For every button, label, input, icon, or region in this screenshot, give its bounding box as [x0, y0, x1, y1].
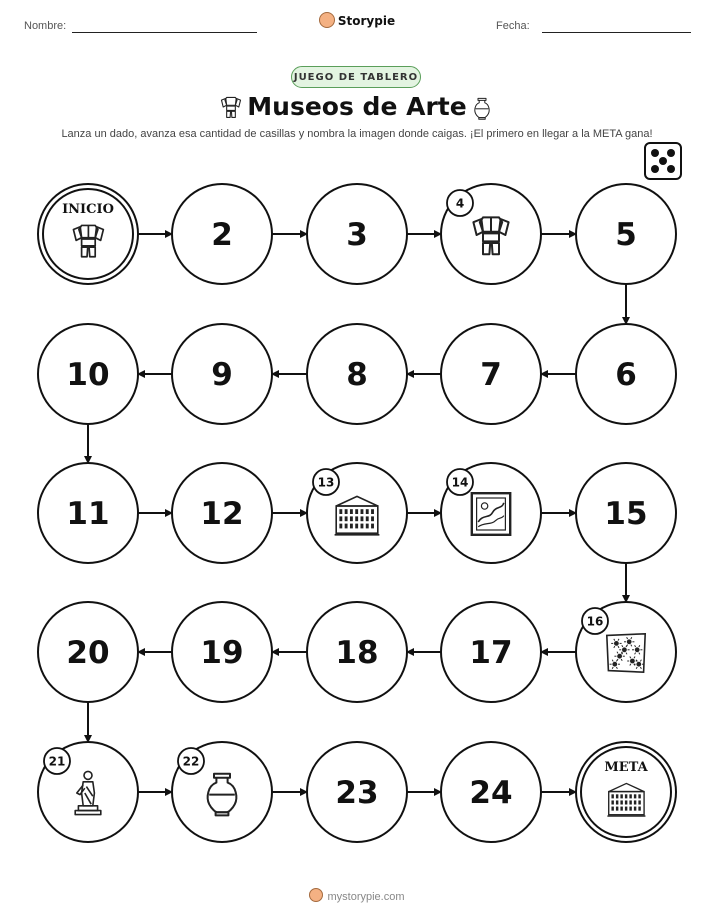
space-number: 5 — [615, 217, 637, 253]
board-space-9[interactable] — [172, 324, 272, 424]
board-space-14[interactable] — [441, 463, 541, 563]
space-number: 2 — [211, 217, 233, 253]
space-number: 15 — [604, 496, 648, 532]
board-space-20[interactable] — [38, 602, 138, 702]
board-space-23[interactable] — [307, 742, 407, 842]
board-space-21[interactable] — [38, 742, 138, 842]
board-space-24[interactable] — [441, 742, 541, 842]
space-number: 9 — [211, 357, 233, 393]
board-space-16[interactable] — [576, 602, 676, 702]
board-space-11[interactable] — [38, 463, 138, 563]
space-number: 8 — [346, 357, 368, 393]
board-space-3[interactable] — [307, 184, 407, 284]
board-space-18[interactable] — [307, 602, 407, 702]
start-label: INICIO — [62, 202, 114, 217]
brand-name: Storypie — [337, 14, 396, 28]
instructions: Lanza un dado, avanza esa cantidad de casillas y nombra la imagen donde caigas. ¡El primero en llegar a la META gana! — [61, 128, 653, 140]
footer-site[interactable]: mystorypie.com — [327, 891, 405, 903]
board-space-15[interactable] — [576, 463, 676, 563]
board-space-7[interactable] — [441, 324, 541, 424]
board-space-25[interactable] — [576, 742, 676, 842]
space-number: 11 — [66, 496, 110, 532]
board-space-8[interactable] — [307, 324, 407, 424]
board-space-6[interactable] — [576, 324, 676, 424]
board-space-2[interactable] — [172, 184, 272, 284]
board-space-12[interactable] — [172, 463, 272, 563]
space-number: 21 — [48, 754, 66, 769]
space-number: 18 — [335, 635, 379, 671]
space-number: 19 — [200, 635, 244, 671]
category-badge: JUEGO DE TABLERO — [291, 66, 421, 88]
goal-label: META — [604, 760, 648, 775]
space-number: 4 — [455, 196, 465, 211]
board-space-17[interactable] — [441, 602, 541, 702]
storypie-logo-icon — [309, 888, 323, 902]
space-number: 10 — [66, 357, 110, 393]
board-spaces — [38, 184, 676, 842]
space-number: 3 — [346, 217, 368, 253]
board-space-10[interactable] — [38, 324, 138, 424]
name-label: Nombre: — [24, 20, 67, 32]
space-number: 12 — [200, 496, 244, 532]
space-number: 13 — [317, 475, 335, 490]
board-space-19[interactable] — [172, 602, 272, 702]
space-number: 20 — [66, 635, 110, 671]
date-label: Fecha: — [496, 20, 530, 32]
space-number: 14 — [451, 475, 469, 490]
space-number: 6 — [615, 357, 637, 393]
page-title: Museos de Arte — [247, 92, 467, 121]
board-space-4[interactable] — [441, 184, 541, 284]
space-number: 22 — [182, 754, 200, 769]
space-number: 16 — [586, 614, 604, 629]
board-space-22[interactable] — [172, 742, 272, 842]
space-number: 7 — [480, 357, 502, 393]
space-number: 17 — [469, 635, 513, 671]
space-number: 23 — [335, 775, 379, 811]
footer — [0, 888, 714, 903]
board-space-13[interactable] — [307, 463, 407, 563]
board-space-5[interactable] — [576, 184, 676, 284]
space-number: 24 — [469, 775, 513, 811]
board-space-1[interactable] — [38, 184, 138, 284]
